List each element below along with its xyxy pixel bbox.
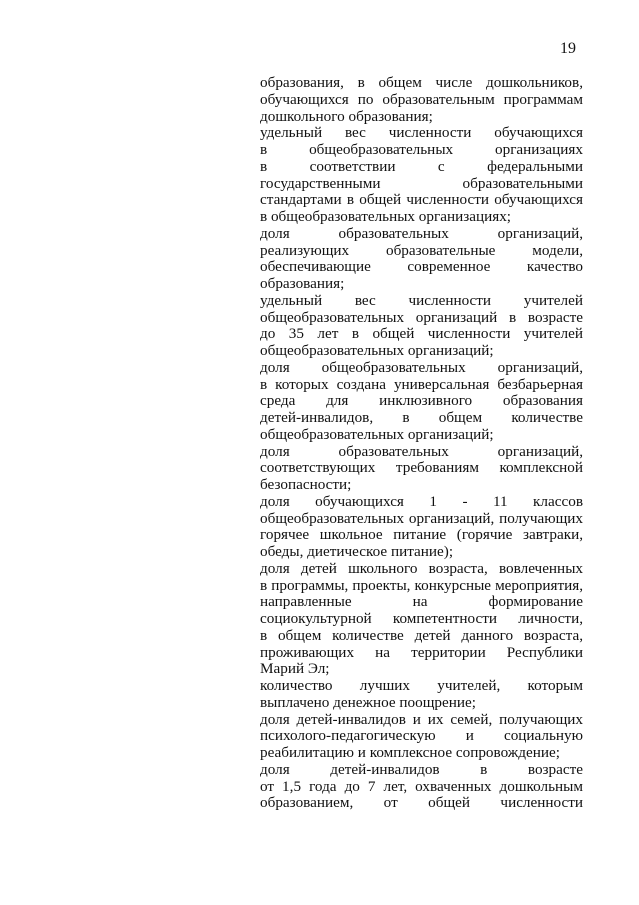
text-line: обеды, диетическое питание); [260,544,454,560]
text-line: в которых создана универсальная безбарьерная [260,376,583,393]
text-line: проживающих на территории Республики [260,644,583,661]
text-line: обучающихся по образовательным программам [260,91,583,108]
text-line: социокультурной компетентности личности, [260,611,583,627]
text-line: дошкольного образования; [260,108,433,125]
text-line: выплачено денежное поощрение; [260,694,476,711]
text-line: доля образовательных организаций, [260,443,583,460]
text-line: детей-инвалидов, в общем количестве [260,410,583,426]
text-line: доля детей-инвалидов в возрасте [260,761,583,778]
text-line: стандартами в общей численности обучающихся [260,192,583,209]
text-line: соответствующих требованиям комплексной [260,460,583,477]
text-line: образованием, от общей численности [260,795,583,812]
text-line: государственными образовательными [260,175,583,192]
text-line: общеобразовательных организаций; [260,343,494,359]
text-line: образования; [260,276,345,292]
text-line: в соответствии с федеральными [260,158,583,175]
text-line: психолого-педагогическую и социальную [260,728,583,745]
text-line: от 1,5 года до 7 лет, охваченных дошкольным [260,778,583,795]
text-line: безопасности; [260,477,352,493]
text-line: доля образовательных организаций, [260,225,583,242]
text-line: Марий Эл; [260,661,330,678]
text-line: горячее школьное питание (горячие завтраки, [260,527,583,544]
text-line: доля общеобразовательных организаций, [260,359,583,376]
text-line: реализующих образовательные модели, [260,242,583,259]
text-line: доля обучающихся 1 - 11 классов [260,493,583,510]
page-number: 19 [560,40,576,57]
text-line: обеспечивающие современное качество [260,259,583,276]
text-line: общеобразовательных организаций, получающих [260,510,583,527]
text-line: количество лучших учителей, которым [260,678,583,694]
text-line: удельный вес численности обучающихся [260,125,583,142]
text-line: направленные на формирование [260,594,583,611]
text-line: в программы, проекты, конкурсные мероприятия, [260,577,583,594]
text-line: в общем количестве детей данного возраста, [260,627,583,644]
text-line: доля детей-инвалидов и их семей, получающих [260,711,583,728]
text-line: образования, в общем числе дошкольников, [260,75,583,91]
text-line: в общеобразовательных организациях; [260,209,512,225]
text-line: удельный вес численности учителей [260,292,583,309]
text-line: общеобразовательных организаций в возрасте [260,309,583,326]
text-line: до 35 лет в общей численности учителей [260,326,583,343]
text-line: среда для инклюзивного образования [260,393,583,410]
text-line: реабилитацию и комплексное сопровождение; [260,745,560,761]
text-line: в общеобразовательных организациях [260,142,583,158]
text-line: доля детей школьного возраста, вовлеченных [260,560,583,577]
document-body [260,75,583,812]
text-line: общеобразовательных организаций; [260,426,494,443]
